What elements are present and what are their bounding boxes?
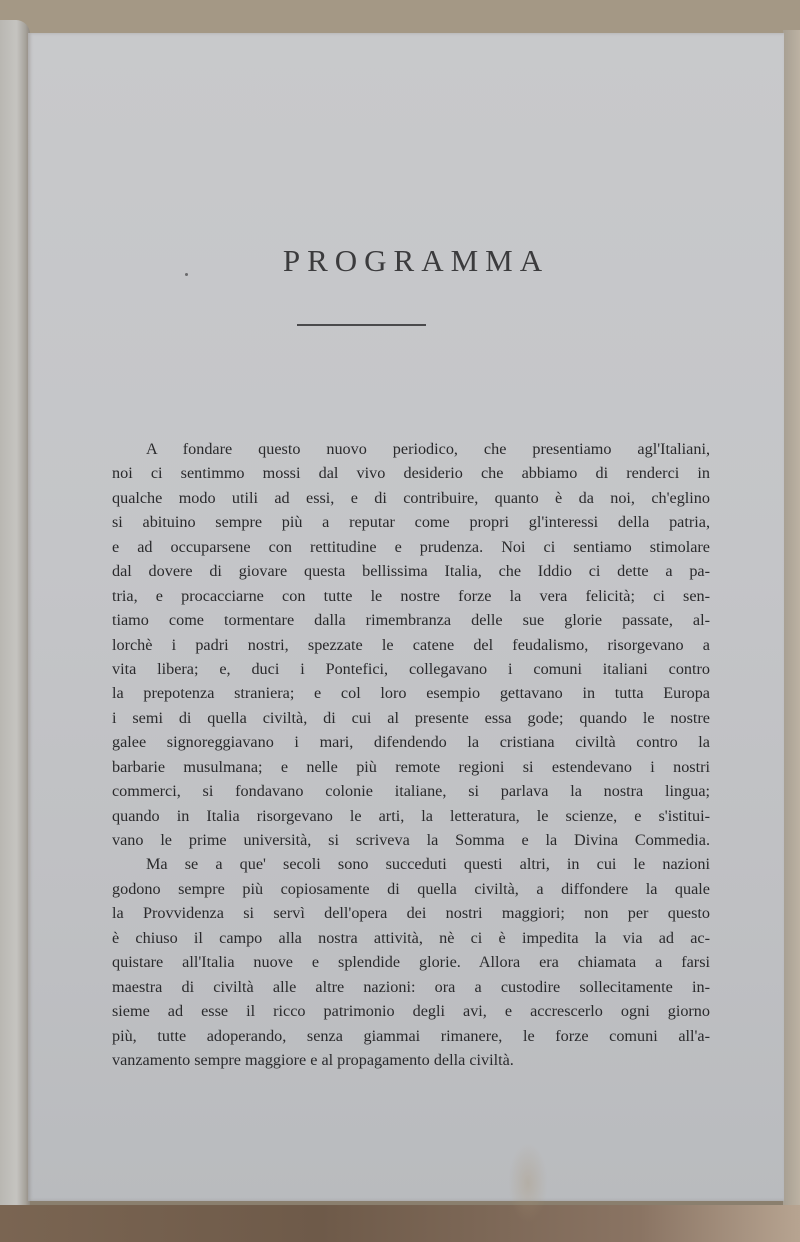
text-line: dal dovere di giovare questa bellissima Italia, che Iddio ci dette a pa-: [112, 562, 710, 581]
text-line: Ma se a que' secoli sono succeduti questi altri, in cui le nazioni: [146, 855, 710, 874]
text-line: noi ci sentimmo mossi dal vivo desiderio che abbiamo di renderci in: [112, 464, 710, 483]
text-line: è chiuso il campo alla nostra attività, nè ci è impedita la via ad ac-: [112, 928, 710, 947]
background-surface-right: [783, 30, 800, 1210]
page-title: PROGRAMMA: [282, 243, 550, 278]
book-page: [28, 33, 784, 1201]
paragraph-2: [112, 852, 710, 1072]
text-line: la prepotenza straniera; e col loro esempio gettavano in tutta Europa: [112, 684, 710, 703]
paragraph-1: [112, 437, 710, 852]
text-line: i semi di quella civiltà, di cui al presente essa gode; quando le nostre: [112, 708, 710, 727]
adjacent-page-edge: [0, 20, 30, 1210]
text-line: vita libera; e, duci i Pontefici, collegavano i comuni italiani contro: [112, 659, 710, 678]
text-line: qualche modo utili ad essi, e di contribuire, quanto è da noi, ch'eglino: [112, 488, 710, 507]
text-line: A fondare questo nuovo periodico, che presentiamo agl'Italiani,: [146, 440, 710, 458]
text-line: la Provvidenza si servì dell'opera dei nostri maggiori; non per questo: [112, 904, 710, 923]
title-rule-divider: [297, 324, 426, 326]
text-line: più, tutte adoperando, senza giammai rimanere, le forze comuni all'a-: [112, 1026, 710, 1045]
text-line: si abituino sempre più a reputar come propri gl'interessi della patria,: [112, 513, 710, 532]
paper-stain: [508, 1143, 548, 1223]
text-line: vano le prime università, si scriveva la Somma e la Divina Commedia.: [112, 831, 710, 849]
background-surface-bottom: [0, 1205, 800, 1242]
text-line: commerci, si fondavano colonie italiane, si parlava la nostra lingua;: [112, 782, 710, 801]
text-line: lorchè i padri nostri, spezzate le catene del feudalismo, risorgevano a: [112, 635, 710, 654]
text-line: barbarie musulmana; e nelle più remote regioni si estendevano i nostri: [112, 757, 710, 776]
text-line: tria, e procacciarne con tutte le nostre forze la vera felicità; ci sen-: [112, 586, 710, 605]
text-line: quando in Italia risorgevano le arti, la letteratura, le scienze, e s'istitui-: [112, 806, 710, 825]
text-line: galee signoreggiavano i mari, difendendo la cristiana civiltà contro la: [112, 733, 710, 752]
body-text: [112, 437, 710, 1072]
text-line: sieme ad esse il ricco patrimonio degli avi, e accrescerlo ogni giorno: [112, 1002, 710, 1021]
text-line: godono sempre più copiosamente di quella civiltà, a diffondere la quale: [112, 879, 710, 898]
text-line: quistare all'Italia nuove e splendide glorie. Allora era chiamata a farsi: [112, 953, 710, 972]
text-line: tiamo come tormentare dalla rimembranza delle sue glorie passate, al-: [112, 611, 710, 630]
text-line: e ad occuparsene con rettitudine e prudenza. Noi ci sentiamo stimolare: [112, 537, 710, 556]
text-line: vanzamento sempre maggiore e al propagamento della civiltà.: [112, 1050, 514, 1069]
text-line: maestra di civiltà alle altre nazioni: ora a custodire sollecitamente in-: [112, 977, 710, 996]
